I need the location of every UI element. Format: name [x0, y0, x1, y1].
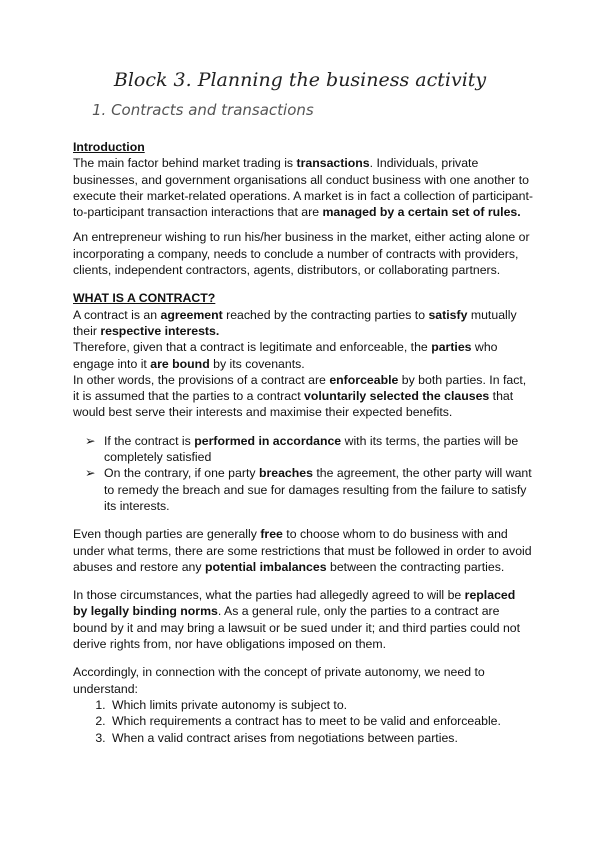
bullet-performed: ➢ If the contract is performed in accordance with its terms, the parties will be completely satisfied — [85, 433, 519, 465]
contract-paragraph-2: Therefore, given that a contract is legitimate and enforceable, the parties who engage into it are bound by its covenants. — [73, 340, 498, 371]
list-item: 1. Which limits private autonomy is subject to. — [109, 697, 533, 713]
contract-paragraph-5: In those circumstances, what the parties had allegedly agreed to will be replaced by legally binding norms. As a general rule, only the parties to a contract are bound by it and may bring a lawsuit or be sued under it; and third parties could not derive rights from, nor have obligations imposed on them. — [73, 588, 521, 652]
introduction-heading: Introduction — [73, 140, 145, 154]
contract-heading: WHAT IS A CONTRACT? — [73, 291, 216, 306]
arrow-bullet-icon: ➢ — [85, 433, 96, 448]
contract-paragraph-1: A contract is an agreement reached by the contracting parties to satisfy mutually their respective interests. — [73, 307, 517, 338]
list-item: 3. When a valid contract arises from negotiations between parties. — [109, 730, 533, 746]
contract-paragraph-3: In other words, the provisions of a contract are enforceable by both parties. In fact, it is assumed that the parties to a contract voluntarily selected the clauses that would best serve their interests and maximise their expected benefits. — [73, 372, 527, 420]
arrow-bullet-icon: ➢ — [85, 466, 96, 481]
bullet-breaches: ➢ On the contrary, if one party breaches the agreement, the other party will want to remedy the breach and sue for damages resulting from the failure to satisfy its interests. — [85, 466, 532, 513]
list-item: 2. Which requirements a contract has to meet to be valid and enforceable. — [109, 713, 533, 729]
contract-bullet-list — [73, 433, 533, 514]
intro-paragraph-2: An entrepreneur wishing to run his/her business in the market, either acting alone or incorporating a company, needs to conclude a number of contracts with providers, clients, independent contractors, agents, distributors, or collaborating partners. — [73, 230, 530, 278]
document-body — [73, 139, 533, 746]
page-title: Block 3. Planning the business activity — [113, 69, 487, 91]
intro-paragraph-1: The main factor behind market trading is transactions. Individuals, private businesses, and government organisations all conduct business with one another to execute their market-related operations. A market is in fact a collection of participant-to-participant transaction interactions that are managed by a certain set of rules. — [73, 156, 533, 220]
contract-paragraph-6: Accordingly, in connection with the concept of private autonomy, we need to understand: — [73, 665, 485, 696]
contract-paragraph-4: Even though parties are generally free to choose whom to do business with and under what terms, there are some restrictions that must be followed in order to avoid abuses and restore any potential imbalances between the contracting parties. — [73, 527, 532, 574]
numbered-list — [73, 697, 533, 746]
section-subtitle: 1. Contracts and transactions — [92, 101, 314, 119]
